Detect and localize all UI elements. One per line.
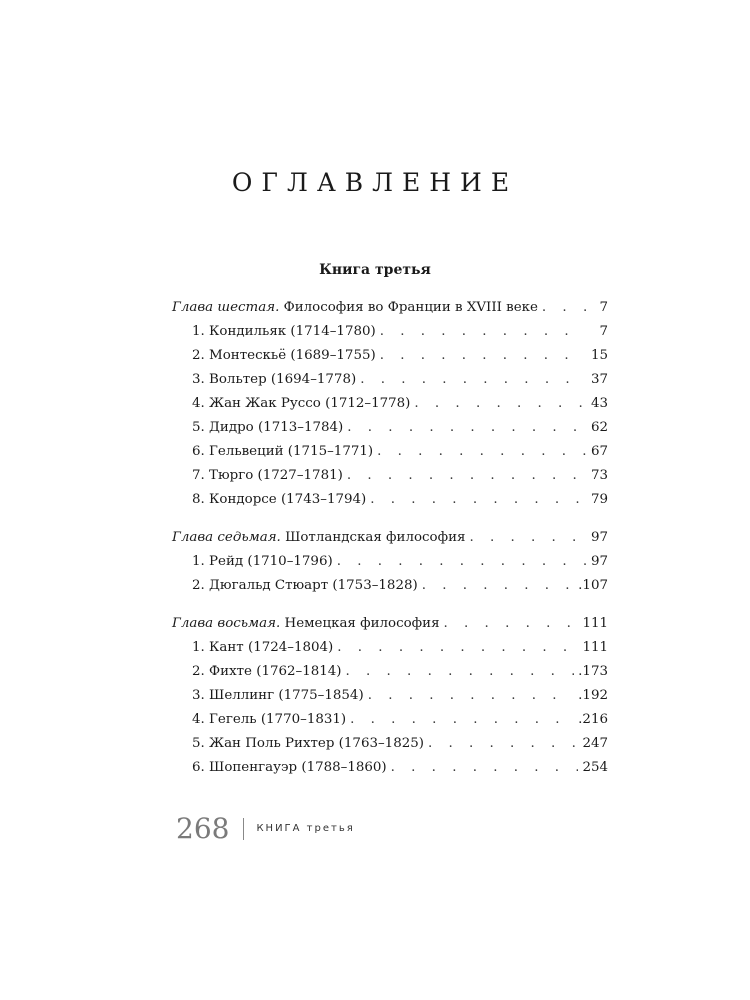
leader-dots bbox=[346, 660, 575, 684]
entry-title: 1. Кондильяк (1714–1780) bbox=[192, 324, 376, 339]
leader-dots bbox=[347, 416, 586, 440]
page-number: 43 bbox=[590, 396, 608, 411]
leader-dots bbox=[370, 488, 586, 512]
chapter-name: Философия во Франции в XVIII веке bbox=[279, 300, 538, 315]
chapter-label: Глава восьмая. bbox=[172, 616, 281, 631]
entry-title: 2. Монтескьё (1689–1755) bbox=[192, 348, 376, 363]
chapter-seven bbox=[172, 526, 608, 598]
toc-entry bbox=[172, 320, 608, 344]
chapter-six bbox=[172, 296, 608, 512]
page-number: 111 bbox=[582, 640, 608, 655]
running-head-caps: КНИГА bbox=[256, 823, 302, 834]
leader-dots bbox=[391, 756, 579, 780]
leader-dots bbox=[414, 392, 586, 416]
chapter-heading bbox=[172, 612, 608, 636]
entry-title: 4. Жан Жак Руссо (1712–1778) bbox=[192, 396, 411, 411]
entry-title: 2. Фихте (1762–1814) bbox=[192, 664, 342, 679]
chapter-title bbox=[172, 612, 440, 636]
toc-entry bbox=[172, 368, 608, 392]
toc-entry bbox=[172, 440, 608, 464]
toc-entry bbox=[172, 344, 608, 368]
leader-dots bbox=[469, 526, 586, 550]
entry-title: 6. Гельвеций (1715–1771) bbox=[192, 444, 374, 459]
leader-dots bbox=[422, 574, 574, 598]
page-number: 7 bbox=[599, 324, 608, 339]
running-head bbox=[256, 823, 354, 834]
leader-dots bbox=[444, 612, 579, 636]
page-number: 37 bbox=[590, 372, 608, 387]
page-number: 15 bbox=[590, 348, 608, 363]
page-number: 7 bbox=[599, 300, 608, 315]
toc-entry bbox=[172, 488, 608, 512]
page-number: .216 bbox=[578, 712, 608, 727]
leader-dots bbox=[428, 732, 578, 756]
entry-title: 6. Шопенгауэр (1788–1860) bbox=[192, 760, 387, 775]
chapter-heading bbox=[172, 526, 608, 550]
toc-entry bbox=[172, 708, 608, 732]
page-number: 79 bbox=[590, 492, 608, 507]
leader-dots bbox=[368, 684, 574, 708]
chapter-title bbox=[172, 296, 538, 320]
page-number: .173 bbox=[578, 664, 608, 679]
toc-entry bbox=[172, 464, 608, 488]
chapter-heading bbox=[172, 296, 608, 320]
leader-dots bbox=[380, 320, 586, 344]
page-number: 62 bbox=[590, 420, 608, 435]
toc-entry bbox=[172, 550, 608, 574]
entry-title: 1. Кант (1724–1804) bbox=[192, 640, 334, 655]
entry-title: 5. Дидро (1713–1784) bbox=[192, 420, 344, 435]
entry-title: 1. Рейд (1710–1796) bbox=[192, 554, 333, 569]
chapter-label: Глава шестая. bbox=[172, 300, 280, 315]
leader-dots bbox=[337, 550, 586, 574]
toc-entry bbox=[172, 660, 608, 684]
chapter-label: Глава седьмая. bbox=[172, 530, 281, 545]
leader-dots bbox=[377, 440, 586, 464]
footer-divider bbox=[243, 818, 244, 840]
toc-entry bbox=[172, 416, 608, 440]
toc-entry bbox=[172, 392, 608, 416]
entry-title: 8. Кондорсе (1743–1794) bbox=[192, 492, 367, 507]
leader-dots bbox=[347, 464, 586, 488]
book-heading: Книга третья bbox=[319, 262, 431, 278]
leader-dots bbox=[350, 708, 574, 732]
entry-title: 7. Тюрго (1727–1781) bbox=[192, 468, 343, 483]
page-number: 97 bbox=[590, 530, 608, 545]
page-footer bbox=[176, 812, 355, 845]
toc-entry bbox=[172, 756, 608, 780]
page-number: 247 bbox=[582, 736, 608, 751]
leader-dots bbox=[542, 296, 586, 320]
entry-title: 4. Гегель (1770–1831) bbox=[192, 712, 347, 727]
leader-dots bbox=[380, 344, 586, 368]
chapter-name: Немецкая философия bbox=[280, 616, 440, 631]
running-head-rest: третья bbox=[301, 823, 355, 834]
page-number: 97 bbox=[590, 554, 608, 569]
leader-dots bbox=[360, 368, 586, 392]
toc-entry bbox=[172, 684, 608, 708]
page-number: 111 bbox=[582, 616, 608, 631]
chapter-title bbox=[172, 526, 465, 550]
toc-entry bbox=[172, 732, 608, 756]
page-number: 73 bbox=[590, 468, 608, 483]
entry-title: 3. Вольтер (1694–1778) bbox=[192, 372, 357, 387]
toc-entry bbox=[172, 574, 608, 598]
entry-title: 3. Шеллинг (1775–1854) bbox=[192, 688, 364, 703]
page-number: 67 bbox=[590, 444, 608, 459]
page-number: .107 bbox=[578, 578, 608, 593]
page-number: 254 bbox=[582, 760, 608, 775]
page-title: ОГЛАВЛЕНИЕ bbox=[231, 168, 519, 197]
folio-page-number: 268 bbox=[176, 812, 230, 845]
entry-title: 5. Жан Поль Рихтер (1763–1825) bbox=[192, 736, 424, 751]
chapter-name: Шотландская философия bbox=[280, 530, 466, 545]
chapter-eight bbox=[172, 612, 608, 780]
page-number: .192 bbox=[578, 688, 608, 703]
entry-title: 2. Дюгальд Стюарт (1753–1828) bbox=[192, 578, 418, 593]
leader-dots bbox=[337, 636, 578, 660]
toc-entry bbox=[172, 636, 608, 660]
table-of-contents bbox=[172, 296, 608, 794]
